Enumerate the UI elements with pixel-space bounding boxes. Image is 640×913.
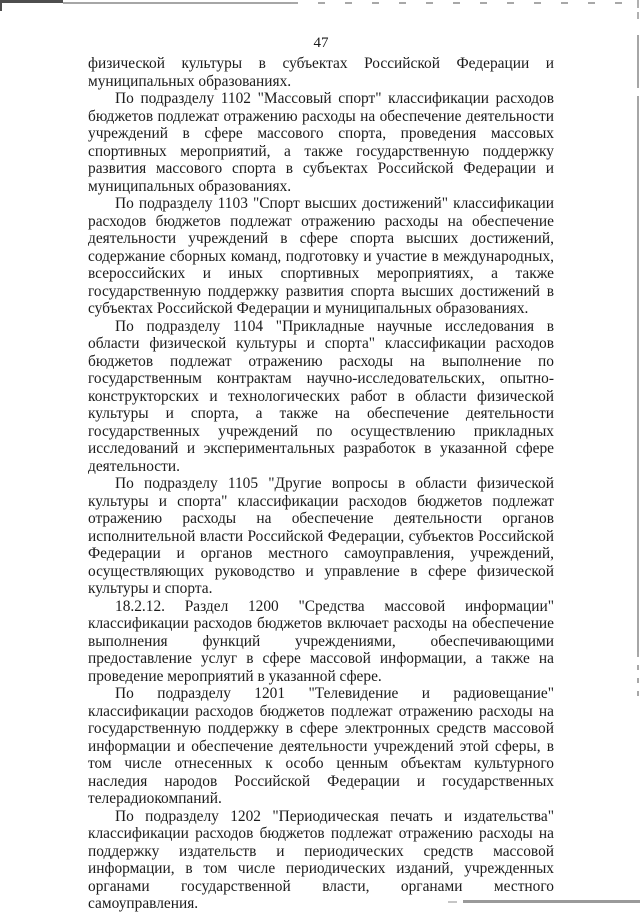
paragraph: По подразделу 1104 "Прикладные научные исследования в области физической культуры и спорта" классификации расходов бюджетов подлежат отражению расходы на выполнение по государственным контрактам научно-исследовательских, опытно-конструкторских и технологических работ в области физической культуры и спорта, а также на обеспечение деятельности государственных учреждений по осуществлению прикладных исследований и экспериментальных разработок в указанной сфере деятельности. (88, 317, 554, 475)
document-body (88, 55, 554, 913)
scan-artifact-right-edge-dashes (637, 652, 639, 696)
scan-artifact-top-edge-dark (0, 0, 63, 3)
scan-artifact-right-edge-line (637, 96, 639, 652)
page-number: 47 (313, 35, 329, 51)
scan-artifact-right-dash (637, 12, 639, 19)
paragraph: По подразделу 1201 "Телевидение и радиовещание" классификации расходов бюджетов подлежат отражению расходы на государственную поддержку в сфере электронных средств массовой информации и обеспечение деятельности учреждений этой сферы, в том числе отнесенных к особо ценным объектам культурного наследия народов Российской Федерации и государственных телерадиокомпаний. (88, 685, 554, 807)
scan-artifact-top-edge-dashes (291, 2, 638, 4)
paragraph: По подразделу 1202 "Периодическая печать и издательства" классификации расходов бюджетов подлежат отражению расходы на поддержку издательств и периодических средств массовой информации, в том числе периодических изданий, учрежденных органами государственной власти, органами местного самоуправления. (88, 807, 554, 912)
scan-artifact-top-edge-gray (63, 2, 291, 4)
scan-artifact-right-edge-line (637, 35, 639, 88)
paragraph: физической культуры в субъектах Российской Федерации и муниципальных образованиях. (88, 55, 554, 90)
scan-artifact-left-notch (0, 0, 2, 11)
paragraph: 18.2.12. Раздел 1200 "Средства массовой информации" классификации расходов бюджетов включает расходы на обеспечение выполнения функций учреждениями, обеспечивающими предоставление услуг в сфере массовой информации, а также на проведение мероприятий в указанной сфере. (88, 597, 554, 685)
paragraph: По подразделу 1102 "Массовый спорт" классификации расходов бюджетов подлежат отражению расходы на обеспечение деятельности учреждений в сфере массового спорта, проведения массовых спортивных мероприятий, а также государственную поддержку развития массового спорта в субъектах Российской Федерации и муниципальных образованиях. (88, 90, 554, 195)
paragraph: По подразделу 1103 "Спорт высших достижений" классификации расходов бюджетов подлежат отражению расходы на обеспечение деятельности учреждений в сфере спорта высших достижений, содержание сборных команд, подготовку и участие в международных, всероссийских и иных спортивных мероприятиях, а также государственную поддержку развития спорта высших достижений в субъектах Российской Федерации и муниципальных образованиях. (88, 195, 554, 317)
paragraph: По подразделу 1105 "Другие вопросы в области физической культуры и спорта" классификации расходов бюджетов подлежат отражению расходы на обеспечение деятельности органов исполнительной власти Российской Федерации, субъектов Российской Федерации и органов местного самоуправления, учреждений, осуществляющих руководство и управление в сфере физической культуры и спорта. (88, 475, 554, 597)
scan-artifact-right-dash (637, 0, 639, 8)
